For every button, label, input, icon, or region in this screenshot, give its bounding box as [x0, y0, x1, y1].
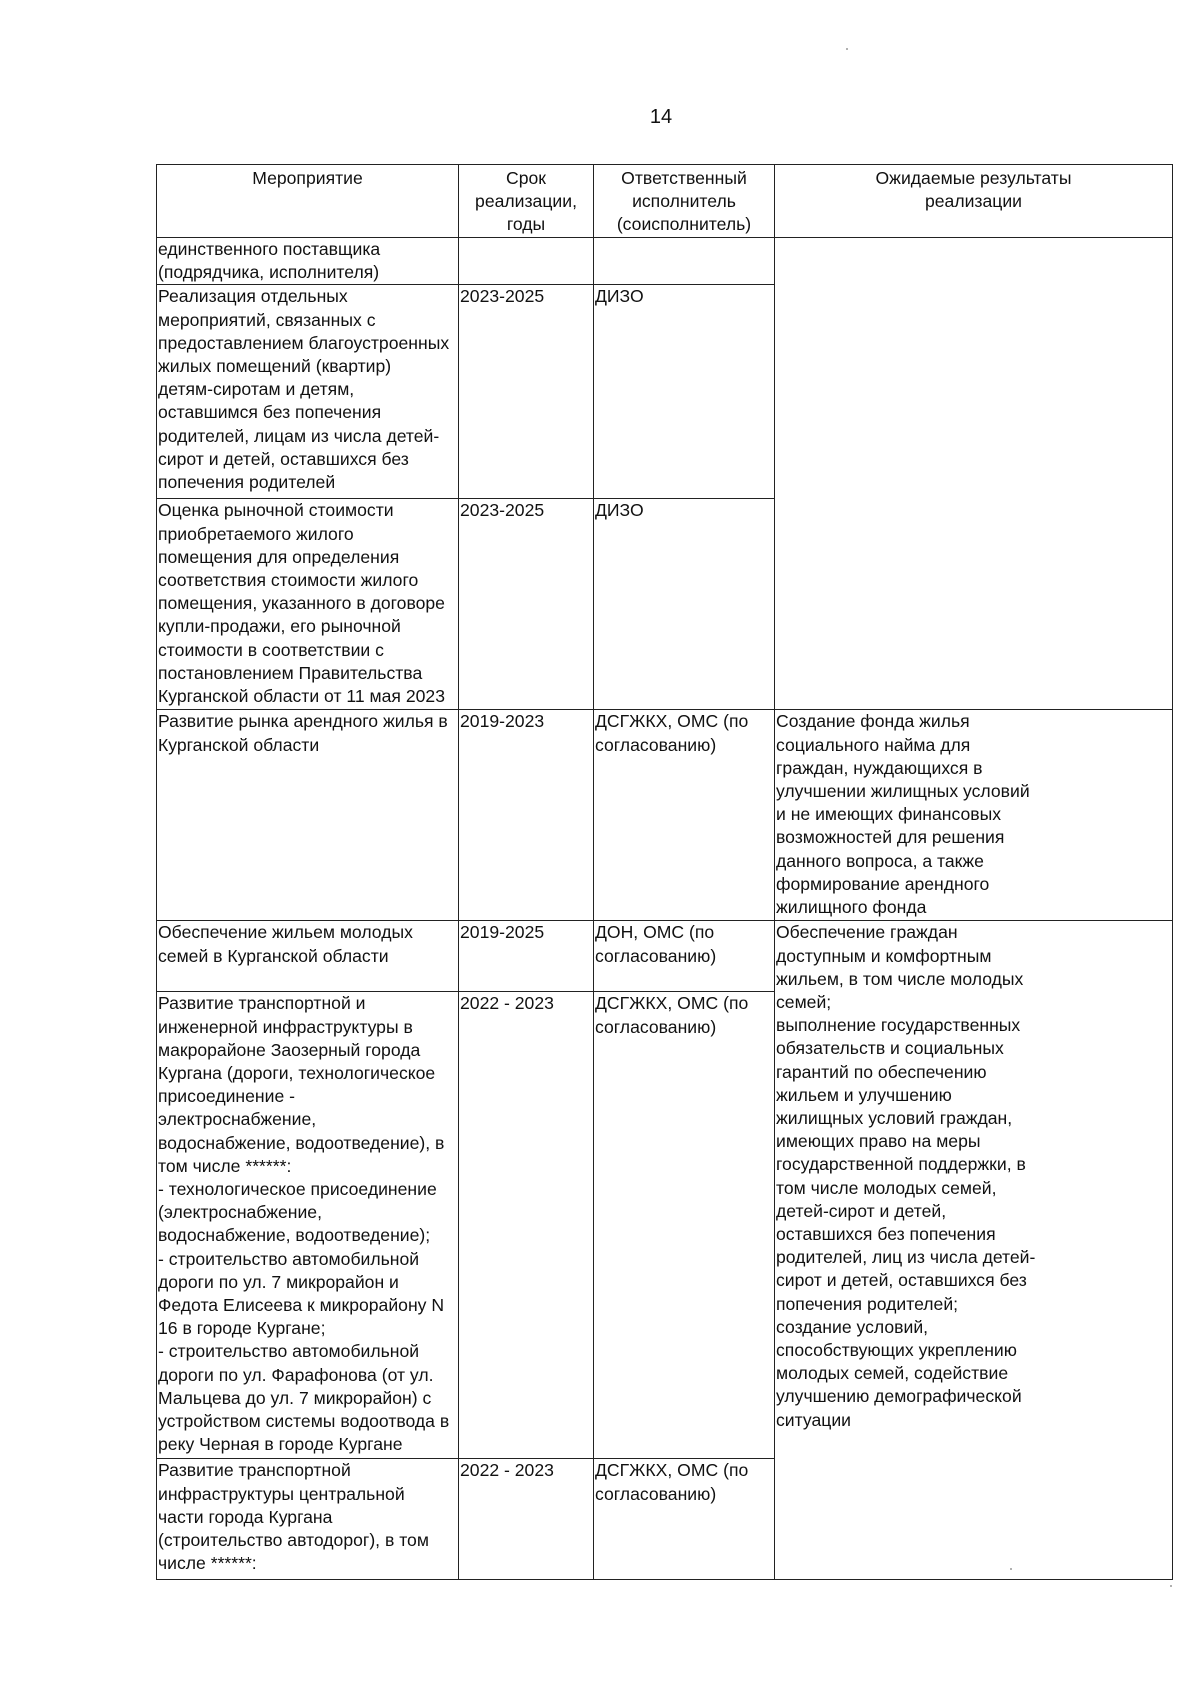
- cell-executor: ДСГЖКХ, ОМС (по согласованию): [594, 710, 775, 921]
- cell-period: 2019-2025: [459, 921, 594, 992]
- cell-executor: [594, 238, 775, 285]
- header-period: Срок реализации, годы: [459, 165, 594, 238]
- table-row: [157, 710, 1173, 921]
- table-row: [157, 238, 1173, 285]
- cell-period: 2019-2023: [459, 710, 594, 921]
- table-header-row: [157, 165, 1173, 238]
- cell-executor: ДИЗО: [594, 285, 775, 499]
- cell-event: Реализация отдельных мероприятий, связанных с предоставлением благоустроенных жилых помещений (квартир) детям-сиротам и детям, оставшимся без попечения родителей, лицам из числа детей- сирот и детей, оставшихся без попечения родителей: [157, 285, 459, 499]
- cell-executor: ДИЗО: [594, 499, 775, 710]
- cell-event: единственного поставщика (подрядчика, исполнителя): [157, 238, 459, 285]
- cell-event: Развитие транспортной и инженерной инфраструктуры в макрорайоне Заозерный города Кургана (дороги, технологическое присоединение - электроснабжение, водоснабжение, водоотведение), в том числе ******: - технологическое присоединение (электроснабжение, водоснабжение, водоотведение); - строительство автомобильной дороги по ул. 7 микрорайон и Федота Елисеева к микрорайону N 16 в городе Кургане; - строительство автомобильной дороги по ул. Фарафонова (от ул. Мальцева до ул. 7 микрорайон) с устройством системы водоотвода в реку Черная в городе Кургане: [157, 992, 459, 1459]
- cell-executor: ДОН, ОМС (по согласованию): [594, 921, 775, 992]
- cell-event: Обеспечение жильем молодых семей в Курганской области: [157, 921, 459, 992]
- cell-period: 2022 - 2023: [459, 1459, 594, 1580]
- scan-speck: [1170, 1585, 1172, 1587]
- cell-period: [459, 238, 594, 285]
- header-executor: Ответственный исполнитель (соисполнитель): [594, 165, 775, 238]
- cell-event: Развитие рынка арендного жилья в Курганской области: [157, 710, 459, 921]
- cell-period: 2022 - 2023: [459, 992, 594, 1459]
- header-results: Ожидаемые результаты реализации: [775, 165, 1173, 238]
- table-row: [157, 921, 1173, 992]
- page-number: 14: [649, 106, 673, 128]
- cell-executor: ДСГЖКХ, ОМС (по согласованию): [594, 992, 775, 1459]
- cell-executor: ДСГЖКХ, ОМС (по согласованию): [594, 1459, 775, 1580]
- cell-event: Развитие транспортной инфраструктуры центральной части города Кургана (строительство автодорог), в том числе ******:: [157, 1459, 459, 1580]
- cell-period: 2023-2025: [459, 285, 594, 499]
- cell-event: Оценка рыночной стоимости приобретаемого жилого помещения для определения соответствия стоимости жилого помещения, указанного в договоре купли-продажи, его рыночной стоимости в соответствии с постановлением Правительства Курганской области от 11 мая 2023: [157, 499, 459, 710]
- scan-speck: [846, 48, 848, 50]
- cell-results-empty: [775, 238, 1173, 710]
- cell-results: Создание фонда жилья социального найма для граждан, нуждающихся в улучшении жилищных условий и не имеющих финансовых возможностей для решения данного вопроса, а также формирование арендного жилищного фонда: [775, 710, 1173, 921]
- program-table: [156, 164, 1173, 1580]
- cell-period: 2023-2025: [459, 499, 594, 710]
- scan-speck: [1010, 1568, 1012, 1570]
- cell-results: Обеспечение граждан доступным и комфортным жильем, в том числе молодых семей; выполнение государственных обязательств и социальных гарантий по обеспечению жильем и улучшению жилищных условий граждан, имеющих право на меры государственной поддержки, в том числе молодых семей, детей-сирот и детей, оставшихся без попечения родителей, лиц из числа детей- сирот и детей, оставшихся без попечения родителей; создание условий, способствующих укреплению молодых семей, содействие улучшению демографической ситуации: [775, 921, 1173, 1580]
- header-event: Мероприятие: [157, 165, 459, 238]
